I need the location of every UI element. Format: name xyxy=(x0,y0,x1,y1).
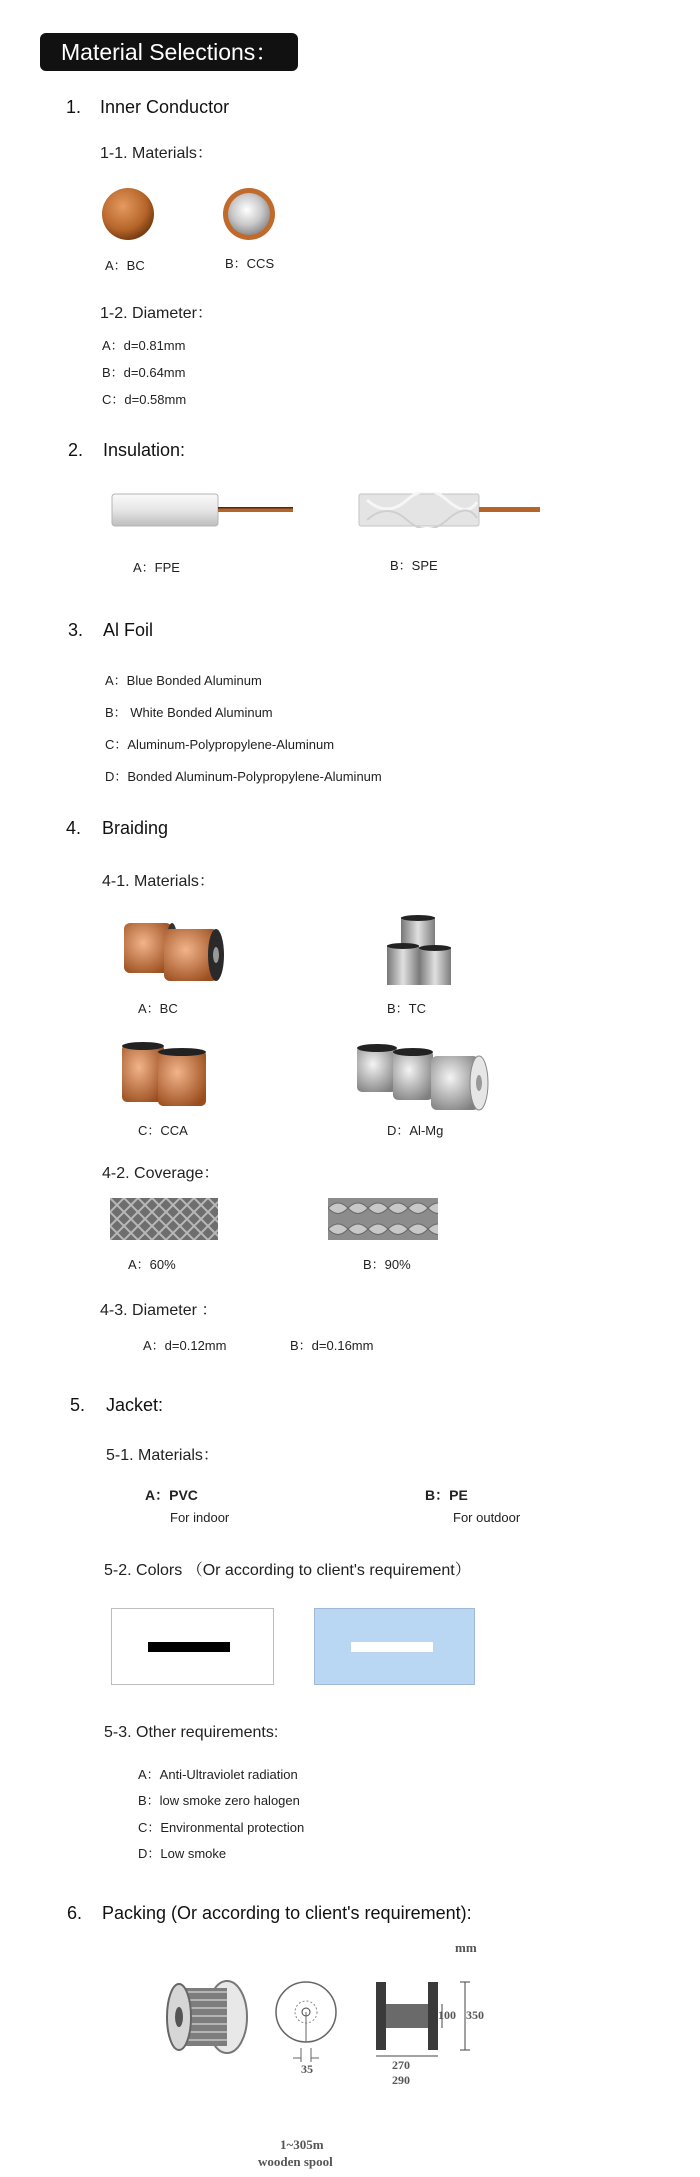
unit-label: mm xyxy=(455,1940,477,1955)
subsection-1-1: 1-1. Materials： xyxy=(100,145,213,162)
color-swatch-blue xyxy=(314,1608,475,1685)
coverage-60-image xyxy=(110,1198,218,1240)
section-2-title: Insulation: xyxy=(103,440,186,460)
diameter-item: A：d=0.81mm xyxy=(102,338,186,353)
section-4-title: Braiding xyxy=(102,818,169,838)
section-5-title: Jacket: xyxy=(106,1395,164,1415)
subsection-1-2: 1-2. Diameter： xyxy=(100,305,213,322)
coverage-a-label: A：60% xyxy=(128,1257,176,1272)
color-swatch-black xyxy=(111,1608,274,1685)
ccs-conductor-image xyxy=(221,186,277,242)
subsection-5-1: 5-1. Materials： xyxy=(106,1447,219,1464)
coverage-90-image xyxy=(328,1198,438,1240)
section-3-title: Al Foil xyxy=(103,620,154,640)
braid-diameter-b: B：d=0.16mm xyxy=(290,1338,374,1353)
al-mg-spool-image xyxy=(355,1040,495,1115)
braid-a-label: A：BC xyxy=(138,1001,178,1016)
foil-item: C：Aluminum-Polypropylene-Aluminum xyxy=(105,737,335,752)
cca-spool-image xyxy=(118,1040,213,1110)
bc-conductor-image xyxy=(100,186,156,242)
jacket-pe-use: For outdoor xyxy=(453,1510,521,1525)
spool-photo-image xyxy=(165,1978,250,2056)
spe-insulation-image xyxy=(357,492,542,528)
section-2-number: 2. xyxy=(68,440,84,460)
subsection-4-3: 4-3. Diameter ： xyxy=(100,1302,218,1319)
braid-diameter-a: A：d=0.12mm xyxy=(143,1338,227,1353)
foil-item: A：Blue Bonded Aluminum xyxy=(105,673,262,688)
fpe-insulation-image xyxy=(110,492,295,528)
diameter-item: C：d=0.58mm xyxy=(102,392,187,407)
requirement-item: A：Anti-Ultraviolet radiation xyxy=(138,1767,298,1782)
material-a-label: A：BC xyxy=(105,258,145,273)
braid-c-label: C：CCA xyxy=(138,1123,188,1138)
material-b-label: B：CCS xyxy=(225,256,275,271)
jacket-pvc-use: For indoor xyxy=(170,1510,230,1525)
insulation-b-label: B：SPE xyxy=(390,558,438,573)
section-3-number: 3. xyxy=(68,620,84,640)
section-1-number: 1. xyxy=(66,97,82,117)
requirement-item: C：Environmental protection xyxy=(138,1820,305,1835)
subsection-5-2: 5-2. Colors （Or according to client's requirement） xyxy=(104,1562,471,1579)
subsection-5-3: 5-3. Other requirements: xyxy=(104,1724,279,1741)
section-6-title: Packing (Or according to client's requirement): xyxy=(102,1903,472,1923)
packing-type-caption: wooden spool xyxy=(258,2154,333,2169)
black-bar xyxy=(148,1642,230,1652)
braid-d-label: D：Al-Mg xyxy=(387,1123,444,1138)
subsection-4-1: 4-1. Materials： xyxy=(102,873,215,890)
braid-b-label: B：TC xyxy=(387,1001,427,1016)
spool-outer-width-dimension: 290 xyxy=(392,2073,410,2087)
requirement-item: D：Low smoke xyxy=(138,1846,227,1861)
page-banner: Material Selections： xyxy=(40,33,298,71)
spool-core-dimension: 100 xyxy=(438,2008,456,2022)
jacket-pvc-label: A：PVC xyxy=(145,1487,198,1503)
subsection-4-2: 4-2. Coverage： xyxy=(102,1165,220,1182)
section-1-title: Inner Conductor xyxy=(100,97,230,117)
section-4-number: 4. xyxy=(66,818,82,838)
foil-item: D：Bonded Aluminum-Polypropylene-Aluminum xyxy=(105,769,382,784)
diameter-item: B：d=0.64mm xyxy=(102,365,186,380)
packing-length-caption: 1~305m xyxy=(280,2137,324,2152)
coverage-b-label: B：90% xyxy=(363,1257,411,1272)
tc-spool-image xyxy=(385,915,455,990)
white-bar xyxy=(351,1642,433,1652)
section-5-number: 5. xyxy=(70,1395,86,1415)
insulation-a-label: A：FPE xyxy=(133,560,180,575)
spool-inner-width-dimension: 270 xyxy=(392,2058,410,2072)
spool-bore-dimension: 35 xyxy=(301,2062,313,2076)
section-6-number: 6. xyxy=(67,1903,83,1923)
bc-spool-image xyxy=(120,915,225,985)
jacket-pe-label: B：PE xyxy=(425,1487,468,1503)
requirement-item: B：low smoke zero halogen xyxy=(138,1793,300,1808)
foil-item: B： White Bonded Aluminum xyxy=(105,705,273,720)
spool-flange-dimension: 350 xyxy=(466,2008,484,2022)
